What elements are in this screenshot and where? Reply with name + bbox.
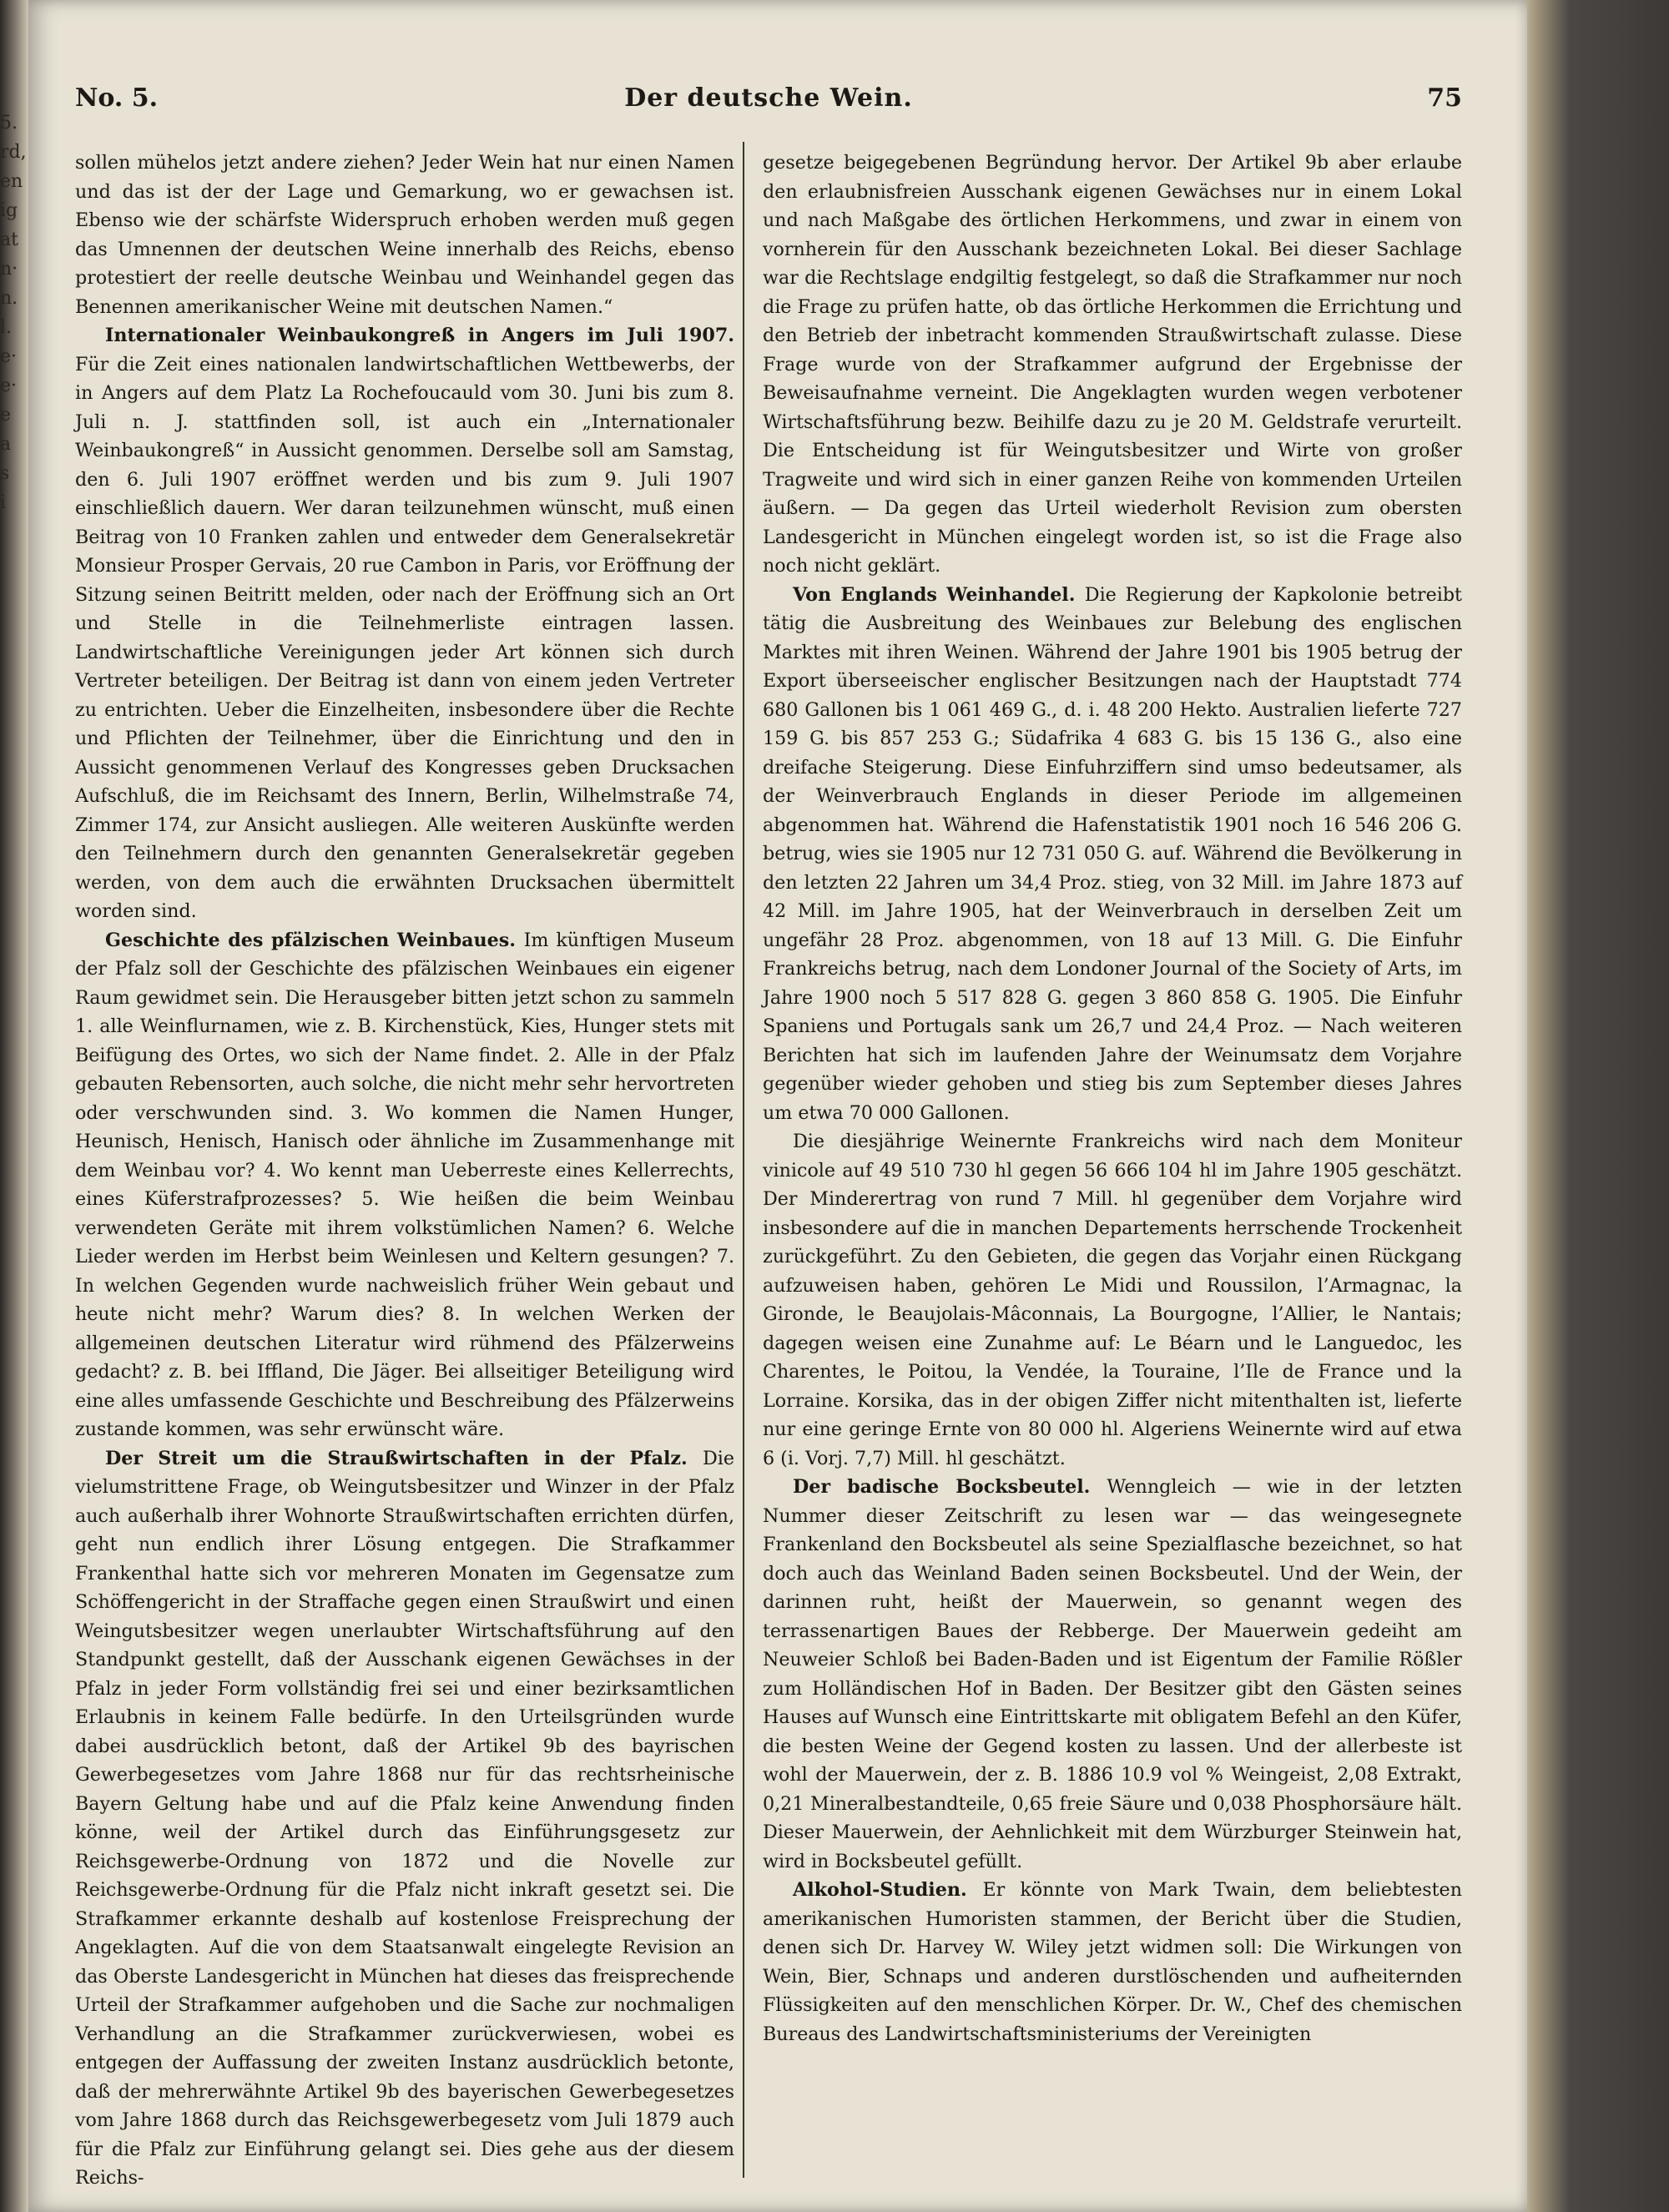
margin-fragment: n. [0, 288, 18, 309]
left-column [75, 149, 734, 2193]
column-divider [743, 142, 744, 2178]
article-body: gesetze beigegebenen Begründung hervor. Der Artikel 9b aber erlaube den erlaubnisfreien Ausschank eigenen Gewächses nur in einem Lokal und nach Maßgabe des örtlichen Herkommens, und zwar in einem von vornherein für den Ausschank bezeichneten Lokal. Bei dieser Sachlage war die Rechtslage endgiltig festgelegt, so daß die Strafkammer nur noch die Frage zu prüfen hatte, ob das örtliche Herkommen die Errichtung und den Betrieb der inbetracht kommenden Straußwirtschaft zulasse. Diese Frage wurde von der Strafkammer aufgrund der Ergebnisse der Beweisaufnahme verneint. Die Angeklagten wurden wegen verbotener Wirtschaftsführung bezw. Beihilfe dazu zu je 20 M. Geldstrafe verurteilt. Die Entscheidung ist für Weingutsbesitzer und Wirte von großer Tragweite und wird sich in einer ganzen Reihe von kommenden Urteilen äußern. — Da gegen das Urteil wiederholt Revision zum obersten Landesgericht in München eingelegt worden ist, so ist die Frage also noch nicht geklärt. [763, 152, 1462, 577]
previous-page-fragments [0, 108, 25, 517]
margin-fragment: i [0, 492, 7, 513]
article-heading: Der Streit um die Straußwirtschaften in der Pfalz. [105, 1447, 703, 1469]
margin-fragment: l. [0, 317, 13, 338]
article-body: sollen mühelos jetzt andere ziehen? Jeder Wein hat nur einen Namen und das ist der der Lage und Gemarkung, wo er gewachsen ist. Ebenso wie der schärfste Widerspruch erhoben werden muß gegen das Umnennen der deutschen Weine innerhalb des Reichs, ebenso protestiert der reelle deutsche Weinbau und Weinhandel gegen das Benennen amerikanischer Weine mit deutschen Namen.“ [75, 152, 734, 318]
book-edge [1527, 0, 1669, 2212]
issue-number: No. 5. [75, 83, 159, 113]
page-header [75, 83, 1462, 125]
article-paragraph [75, 1444, 734, 2193]
article-heading: Internationaler Weinbaukongreß in Angers im Juli 1907. [105, 325, 734, 346]
article-body: Die diesjährige Weinernte Frankreichs wird nach dem Moniteur vinicole auf 49 510 730 hl gegen 56 666 104 hl im Jahre 1905 geschätzt. Der Minderertrag von rund 7 Mill. hl gegenüber dem Vorjahre wird insbesondere auf die in manchen Departements herrschende Trockenheit zurückgeführt. Zu den Gebieten, die gegen das Vorjahr einen Rückgang aufzuweisen haben, gehören Le Midi und Roussilon, l’Armagnac, la Gironde, le Beaujolais-Mâconnais, La Bourgogne, l’Allier, le Nantais; dagegen weisen eine Zunahme auf: Le Béarn und le Languedoc, les Charentes, le Poitou, la Vendée, la Touraine, l’Ile de France und la Lorraine. Korsika, das in der obigen Ziffer nicht mitenthalten ist, lieferte nur eine geringe Ernte von 80 000 hl. Algeriens Weinernte wird auf etwa 6 (i. Vorj. 7,7) Mill. hl geschätzt. [763, 1131, 1462, 1469]
article-body: Im künftigen Museum der Pfalz soll der Geschichte des pfälzischen Weinbaues ein eigener Raum gewidmet sein. Die Herausgeber bitten jetzt schon zu sammeln 1. alle Weinflurnamen, wie z. B. Kirchenstück, Kies, Hunger stets mit Beifügung des Ortes, wo sich der Name findet. 2. Alle in der Pfalz gebauten Rebensorten, auch solche, die nicht mehr sehr hervortreten oder verschwunden sind. 3. Wo kommen die Namen Hunger, Heunisch, Henisch, Hanisch oder ähnliche im Zusammenhange mit dem Weinbau vor? 4. Wo kennt man Ueberreste eines Kellerrechts, eines Küferstrafprozesses? 5. Wie heißen die beim Weinbau verwendeten Geräte mit ihrem volkstümlichen Namen? 6. Welche Lieder werden im Herbst beim Weinlesen und Keltern gesungen? 7. In welchen Gegenden wurde nachweislich früher Wein gebaut und heute nicht mehr? Warum dies? 8. In welchen Werken der allgemeinen deutschen Literatur wird rühmend des Pfälzerweins gedacht? z. B. bei Iffland, Die Jäger. Bei allseitiger Beteiligung wird eine alles umfassende Geschichte und Beschreibung des Pfälzerweins zustande kommen, was sehr erwünscht wäre. [75, 929, 734, 1440]
article-body: Für die Zeit eines nationalen landwirtschaftlichen Wettbewerbs, der in Angers auf dem Platz La Rochefoucauld vom 30. Juni bis zum 8. Juli n. J. stattfinden soll, ist auch ein „Internationaler Weinbaukongreß“ in Aussicht genommen. Derselbe soll am Samstag, den 6. Juli 1907 eröffnet werden und bis zum 9. Juli 1907 einschließlich dauern. Wer daran teilzunehmen wünscht, muß einen Beitrag von 10 Franken zahlen und entweder dem Generalsekretär Monsieur Prosper Gervais, 20 rue Cambon in Paris, vor Eröffnung der Sitzung seinen Beitritt melden, oder nach der Eröffnung sich an Ort und Stelle in die Teilnehmerliste eintragen lassen. Landwirtschaftliche Vereinigungen jeder Art können sich durch Vertreter beteiligen. Der Beitrag ist dann von einem jeden Vertreter zu entrichten. Ueber die Einzelheiten, insbesondere über die Rechte und Pflichten der Teilnehmer, über die Einrichtung und den in Aussicht genommenen Verlauf des Kongresses geben Drucksachen Aufschluß, die im Reichsamt des Innern, Berlin, Wilhelmstraße 74, Zimmer 174, zur Ansicht ausliegen. Alle weiteren Auskünfte werden den Teilnehmern durch den genannten Generalsekretär gegeben werden, von dem auch die erwähnten Drucksachen übermittelt worden sind. [75, 353, 734, 922]
article-paragraph [75, 926, 734, 1444]
margin-fragment: ig [0, 200, 18, 221]
article-body: Wenngleich — wie in der letzten Nummer dieser Zeitschrift zu lesen war — das weingesegnete Frankenland den Bocksbeutel als seine Spezialflasche bezeichnet, so hat doch auch das Weinland Baden seinen Bocksbeutel. Und der Wein, der darinnen ruht, heißt der Mauerwein, so genannt wegen des terrassenartigen Baues der Rebberge. Der Mauerwein gedeiht am Neuweier Schloß bei Baden-Baden und ist Eigentum der Familie Rößler zum Holländischen Hof in Baden. Der Besitzer gibt den Gästen seines Hauses auf Wunsch eine Eintrittskarte mit obligatem Befehl an den Küfer, die besten Weine der Gegend kosten zu lassen. Und der allerbeste ist wohl der Mauerwein, der z. B. 1886 10.9 vol % Weingeist, 2,08 Extrakt, 0,21 Mineralbestandteile, 0,65 freie Säure und 0,038 Phosphorsäure hält. Dieser Mauerwein, der Aehnlichkeit mit dem Würzburger Steinwein hat, wird in Bocksbeutel gefüllt. [763, 1476, 1462, 1872]
publication-title: Der deutsche Wein. [624, 83, 913, 113]
margin-fragment: 5. [0, 113, 18, 134]
page-number: 75 [1427, 83, 1462, 113]
margin-fragment: n· [0, 259, 18, 280]
margin-fragment: s [0, 463, 10, 484]
article-heading: Von Englands Weinhandel. [793, 583, 1085, 606]
margin-fragment: e· [0, 346, 18, 367]
article-paragraph [75, 149, 734, 321]
article-body: Die Regierung der Kapkolonie betreibt tätig die Ausbreitung des Weinbaues zur Belebung des englischen Marktes mit ihren Weinen. Während der Jahre 1901 bis 1905 betrug der Export überseeischer englischer Besitzungen nach der Hauptstadt 774 680 Gallonen bis 1 061 469 G., d. i. 48 200 Hekto. Australien lieferte 727 159 G. bis 857 253 G.; Südafrika 4 683 G. bis 15 136 G., also eine dreifache Steigerung. Diese Einfuhrziffern sind umso bedeutsamer, als der Weinverbrauch Englands in dieser Periode im allgemeinen abgenommen hat. Während die Hafenstatistik 1901 noch 16 546 206 G. betrug, wies sie 1905 nur 12 731 050 G. auf. Während die Bevölkerung in den letzten 22 Jahren um 34,4 Proz. stieg, von 32 Mill. im Jahre 1873 auf 42 Mill. im Jahre 1905, hat der Weinverbrauch in derselben Zeit um ungefähr 28 Proz. abgenommen, von 18 auf 13 Mill. G. Die Einfuhr Frankreichs betrug, nach dem Londoner Journal of the Society of Arts, im Jahre 1900 noch 5 517 828 G. gegen 3 860 858 G. 1905. Die Einfuhr Spaniens und Portugals sank um 26,7 und 24,4 Proz. — Nach weiteren Berichten hat sich im laufenden Jahre der Weinumsatz dem Vorjahre gegenüber wieder gehoben und stieg bis zum September dieses Jahres um etwa 70 000 Gallonen. [763, 583, 1462, 1124]
margin-fragment: e [0, 405, 12, 426]
margin-fragment: at [0, 229, 18, 250]
margin-fragment: en [0, 171, 23, 192]
article-heading: Der badische Bocksbeutel. [793, 1476, 1107, 1498]
article-paragraph [763, 149, 1462, 581]
margin-fragment: rd, [0, 142, 27, 163]
article-paragraph [763, 1876, 1462, 2048]
margin-fragment: e· [0, 375, 18, 396]
article-heading: Geschichte des pfälzischen Weinbaues. [105, 929, 524, 951]
article-body: Die vielumstrittene Frage, ob Weingutsbesitzer und Winzer in der Pfalz auch außerhalb ihrer Wohnorte Straußwirtschaften errichten dürfen, geht nun endlich ihrer Lösung entgegen. Die Strafkammer Frankenthal hatte sich vor mehreren Monaten im Gegensatze zum Schöffengericht in der Straffache gegen einen Straußwirt und einen Weingutsbesitzer wegen unerlaubter Wirtschaftsführung auf den Standpunkt gestellt, daß der Ausschank eigenen Gewächses in der Pfalz in jeder Form vollständig frei sei und einer bezirksamtlichen Erlaubnis in keinem Falle bedürfe. In den Urteilsgründen wurde dabei ausdrücklich betont, daß der Artikel 9b des bayrischen Gewerbegesetzes vom Jahre 1868 nur für das rechtsrheinische Bayern Geltung habe und auf die Pfalz keine Anwendung finden könne, weil der Artikel durch das Einführungsgesetz zur Reichsgewerbe-Ordnung von 1872 und die Novelle zur Reichsgewerbe-Ordnung für die Pfalz nicht inkraft gesetzt sei. Die Strafkammer erkannte deshalb auf kostenlose Freisprechung der Angeklagten. Auf die von dem Staatsanwalt eingelegte Revision an das Oberste Landesgericht in München hat dieses das freisprechende Urteil der Strafkammer aufgehoben und die Sache zur nochmaligen Verhandlung an die Strafkammer zurückverwiesen, wobei es entgegen der Auffassung der zweiten Instanz ausdrücklich betonte, daß der mehrerwähnte Artikel 9b des bayerischen Gewerbegesetzes vom Jahre 1868 durch das Reichsgewerbegesetz vom Juli 1879 auch für die Pfalz zur Einführung gelangt sei. Dies gehe aus der diesem Reichs- [75, 1447, 734, 2189]
newspaper-page [28, 0, 1527, 2212]
article-paragraph [763, 581, 1462, 1128]
article-body: Er könnte von Mark Twain, dem beliebtesten amerikanischen Humoristen stammen, der Bericht über die Studien, denen sich Dr. Harvey W. Wiley jetzt widmen soll: Die Wirkungen von Wein, Bier, Schnaps und anderen durstlöschenden und aufheiternden Flüssigkeiten auf den menschlichen Körper. Dr. W., Chef des chemischen Bureaus des Landwirtschaftsministeriums der Vereinigten [763, 1879, 1462, 2045]
right-column [763, 149, 1462, 2048]
article-paragraph [763, 1127, 1462, 1473]
article-paragraph [763, 1473, 1462, 1876]
margin-fragment: a [0, 434, 12, 455]
article-paragraph [75, 321, 734, 926]
article-heading: Alkohol-Studien. [793, 1879, 983, 1901]
